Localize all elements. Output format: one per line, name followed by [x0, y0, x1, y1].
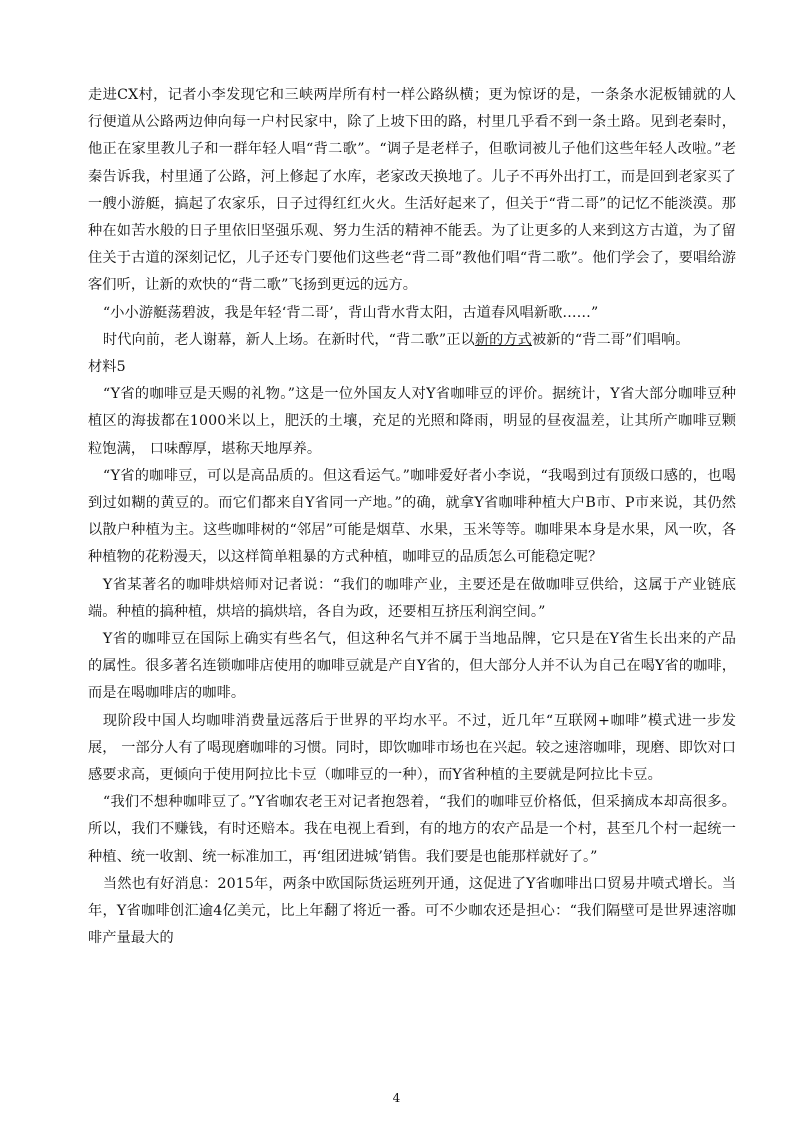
material-5-heading: 材料5: [88, 359, 126, 376]
document-page: [88, 82, 736, 953]
paragraph-roaster-comment: Y省某著名的咖啡烘焙师对记者说：“我们的咖啡产业，主要还是在做咖啡豆供给，这属于产业链底端。种植的搞种植，烘培的搞烘培，各自为政，还要相互挤压利润空间。”: [88, 576, 736, 620]
paragraph-song-lyrics: “小小游艇荡碧波，我是年轻‘背二哥’，背山背水背太阳，古道春风唱新歌……”: [102, 304, 599, 321]
paragraph-cx-village: 走进CX村，记者小李发现它和三峡两岸所有村一样公路纵横；更为惊讶的是，一条条水泥板铺就的人行便道从公路两边伸向每一户村民家中，除了上坡下田的路，村里几乎看不到一条土路。见到老秦时，他正在家里教儿子和一群年轻人唱“背二歌”。“调子是老样子，但歌词被儿子他们这些年轻人改啦。”老秦告诉我，村里通了公路，河上修起了水库，老家改天换地了。儿子不再外出打工，而是回到老家买了一艘小游艇，搞起了农家乐，日子过得红红火火。生活好起来了，但关于“背二哥”的记忆不能淡漠。那种在如苦水般的日子里依旧坚强乐观、努力生活的精神不能丢。为了让更多的人来到这方古道，为了留住关于古道的深刻记忆，儿子还专门要他们这些老“背二哥”教他们唱“背二歌”。他们学会了，要唱给游客们听，让新的欢快的“背二歌”飞扬到更远的远方。: [88, 87, 736, 294]
new-era-text-after: 被新的“背二哥”们唱响。: [531, 331, 690, 348]
paragraph-export-growth: 当然也有好消息：2015年，两条中欧国际货运班列开通，这促进了Y省咖啡出口贸易井喷式增长。当年，Y省咖啡创汇逾4亿美元，比上年翻了将近一番。可不少咖农还是担心：“我们隔壁可是世界速溶咖啡产量最大的: [88, 875, 736, 947]
new-era-text-before: 时代向前，老人谢幕，新人上场。在新时代，“背二歌”正以: [102, 331, 475, 348]
new-way-underlined-text: 新的方式: [474, 331, 532, 348]
paragraph-consumption: 现阶段中国人均咖啡消费量远落后于世界的平均水平。不过，近几年“互联网+咖啡”模式进一步发展， 一部分人有了喝现磨咖啡的习惯。同时，即饮咖啡市场也在兴起。较之速溶咖啡，现磨、即饮对口感要求高，更倾向于使用阿拉比卡豆（咖啡豆的一种），而Y省种植的主要就是阿拉比卡豆。: [88, 712, 736, 784]
paragraph-coffee-quality: “Y省的咖啡豆，可以是高品质的。但这看运气。”咖啡爱好者小李说，“我喝到过有顶级口感的，也喝到过如糊的黄豆的。而它们都来自Y省同一产地。”的确，就拿Y省咖啡种植大户B市、P市来说，其仍然以散户种植为主。这些咖啡树的“邻居”可能是烟草、水果，玉米等等。咖啡果本身是水果，风一吹，各种植物的花粉漫天，以这样简单粗暴的方式种植，咖啡豆的品质怎么可能稳定呢？: [88, 467, 736, 566]
paragraph-brand-recognition: Y省的咖啡豆在国际上确实有些名气，但这种名气并不属于当地品牌，它只是在Y省生长出来的产品的属性。很多著名连锁咖啡店使用的咖啡豆就是产自Y省的，但大部分人并不认为自己在喝Y省的咖啡，而是在喝咖啡店的咖啡。: [88, 631, 736, 702]
page-number: 4: [392, 1091, 401, 1105]
paragraph-coffee-gift: “Y省的咖啡豆是天赐的礼物。”这是一位外国友人对Y省咖啡豆的评价。据统计，Y省大部分咖啡豆种植区的海拔都在1000米以上，肥沃的土壤，充足的光照和降雨，明显的昼夜温差，让其所产咖啡豆颗粒饱满， 口味醇厚，堪称天地厚养。: [88, 386, 736, 457]
paragraph-new-era: [88, 327, 736, 354]
paragraph-farmer-complaint: “我们不想种咖啡豆了。”Y省咖农老王对记者抱怨着，“我们的咖啡豆价格低，但采摘成本却高很多。所以，我们不赚钱，有时还赔本。我在电视上看到，有的地方的农产品是一个村，甚至几个村一起统一种植、统一收割、统一标准加工，再‘组团进城’销售。我们要是也能那样就好了。”: [88, 794, 736, 865]
